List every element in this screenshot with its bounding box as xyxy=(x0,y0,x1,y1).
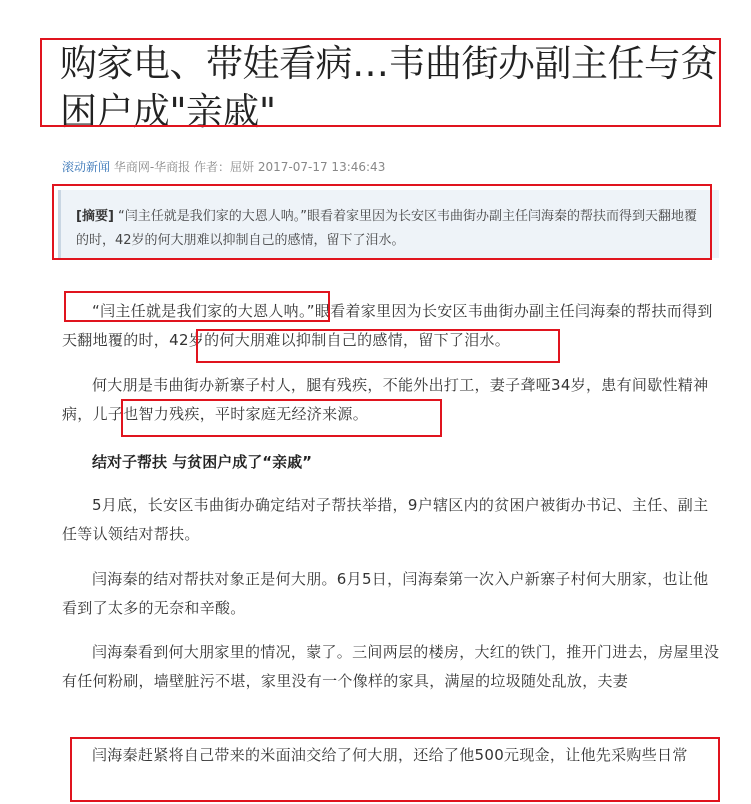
author-label: 作者： xyxy=(194,160,231,174)
paragraph-3: 5月底，长安区韦曲街办确定结对子帮扶举措，9户辖区内的贫困户被街办书记、主任、副主任等认领结对帮扶。 xyxy=(62,496,709,543)
paragraph-5: 闫海秦看到何大朋家里的情况，蒙了。三间两层的楼房，大红的铁门，推开门进去，房屋里没有任何粉刷，墙壁脏污不堪，家里没有一个像样的家具，满屋的垃圾随处乱放，夫妻 xyxy=(62,643,720,690)
source-name: 华商网-华商报 xyxy=(113,160,191,174)
publish-datetime: 2017-07-17 13:46:43 xyxy=(257,160,386,174)
summary-text: “闫主任就是我们家的大恩人呐。”眼看着家里因为长安区韦曲街办副主任闫海秦的帮扶而得到天翻地覆的时，42岁的何大朋难以抑制自己的感情，留下了泪水。 xyxy=(76,209,698,248)
paragraph-6: 闫海秦赶紧将自己带来的米面油交给了何大朋，还给了他500元现金，让他先采购些日常 xyxy=(92,746,688,764)
article-summary xyxy=(76,205,706,253)
channel-link[interactable]: 滚动新闻 xyxy=(62,160,111,174)
article-title: 购家电、带娃看病…韦曲街办副主任与贫困户成"亲戚" xyxy=(60,42,717,133)
article-meta xyxy=(62,158,385,175)
paragraph-4: 闫海秦的结对帮扶对象正是何大朋。6月5日，闫海秦第一次入户新寨子村何大朋家，也让他看到了太多的无奈和辛酸。 xyxy=(62,570,709,617)
paragraph-1: “闫主任就是我们家的大恩人呐。”眼看着家里因为长安区韦曲街办副主任闫海秦的帮扶而得到天翻地覆的时，42岁的何大朋难以抑制自己的感情，留下了泪水。 xyxy=(62,302,713,349)
section-subheading: 结对子帮扶 与贫困户成了“亲戚” xyxy=(92,453,312,471)
paragraph-2: 何大朋是韦曲街办新寨子村人，腿有残疾，不能外出打工，妻子聋哑34岁，患有间歇性精神病，儿子也智力残疾，平时家庭无经济来源。 xyxy=(62,376,709,423)
content-fade xyxy=(60,700,750,736)
summary-tag: [摘要] xyxy=(76,209,114,224)
author-name: 屈妍 xyxy=(230,160,255,174)
